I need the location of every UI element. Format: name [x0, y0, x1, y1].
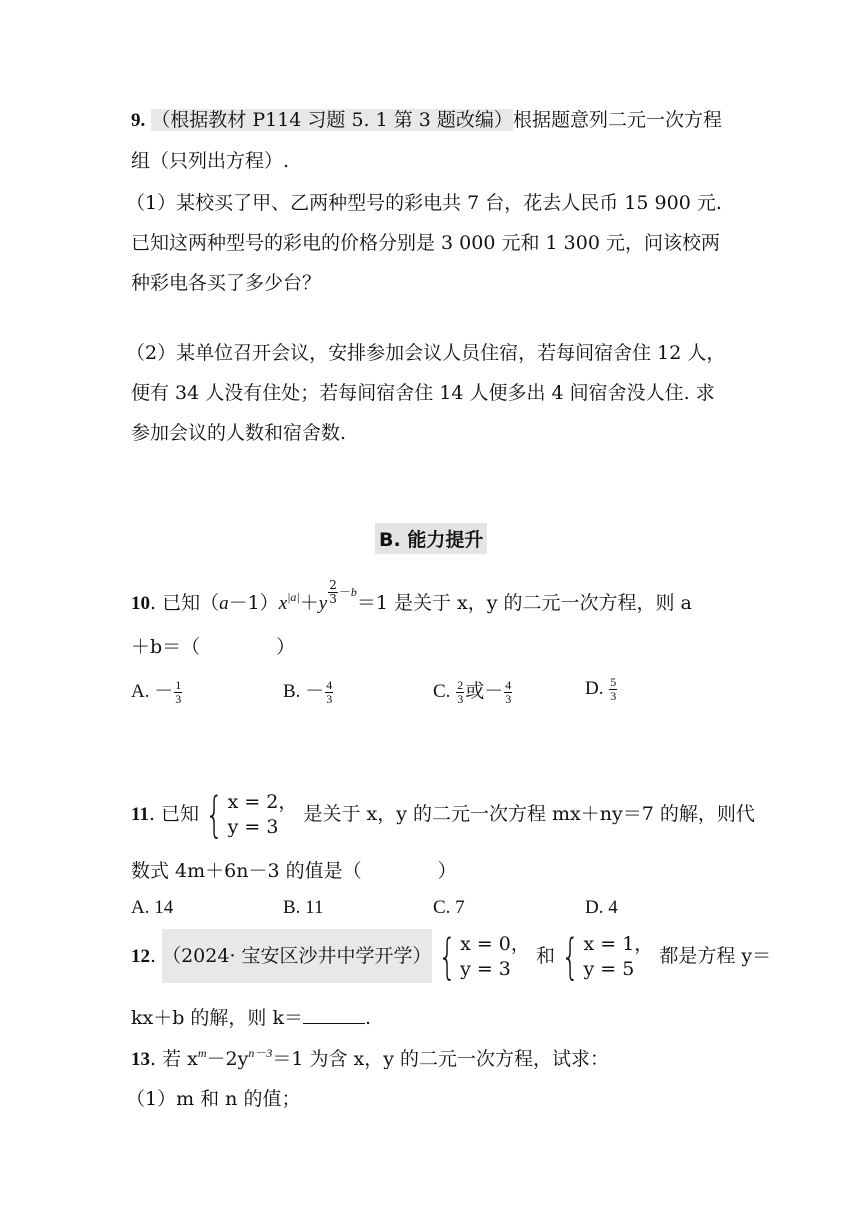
q11-option-c: C. 7 — [433, 897, 465, 918]
q11-line2: 数式 4m＋6n－3 的值是（ ） — [131, 860, 457, 882]
section-heading: B. 能力提升 — [375, 523, 487, 554]
q11-option-d: D. 4 — [585, 897, 618, 918]
q10-number: 10 — [131, 593, 150, 614]
q9-part1-line3: 种彩电各买了多少台？ — [131, 272, 322, 294]
q11-number: 11 — [131, 804, 149, 825]
q13-line1: 13. 若 $x^m-2y^{n-3}=1$ 为含 x，y 的二元一次方程，试求： — [131, 1045, 610, 1070]
q13-number: 13 — [131, 1049, 150, 1070]
q9-number: 9 — [131, 110, 141, 131]
q9-part1-line1: （1）某校买了甲、乙两种型号的彩电共 7 台，花去人民币 15 900 元. — [126, 192, 722, 214]
q10-exponent: 2 3 －b — [329, 577, 357, 606]
q9-part1-line2: 已知这两种型号的彩电的价格分别是 3 000 元和 1 300 元，问该校两 — [131, 232, 720, 254]
q10-line2: ＋b＝（ ） — [131, 636, 296, 658]
q9-line1: 9. （根据教材 P114 习题 5. 1 第 3 题改编）根据题意列二元一次方程 — [131, 109, 722, 131]
q10-line1: 10. 已知$(a-1)x^{|a|}+y$ $^{\frac{2}{3} -b}$＝1 是关于 x，y 的二元一次方程，则 a — [131, 577, 692, 614]
q12-line2: kx＋b 的解，则 k＝ . — [131, 1007, 372, 1029]
q12-equation-system-2: { x = 1， y = 5 — [561, 929, 654, 985]
q10-option-c: C. $\frac{2}{3}$ 或－ $\frac{4}{3}$ — [433, 678, 512, 707]
q9-instruction: 根据题意列二元一次方程 — [512, 109, 722, 131]
q11-equation-system: { x = 2， y = 3 — [205, 787, 298, 843]
q12-source: （2024· 宝安区沙井中学开学） — [162, 929, 431, 983]
q9-part2-line1: （2）某单位召开会议，安排参加会议人员住宿，若每间宿舍住 12 人， — [126, 342, 726, 364]
q9-part2-line2: 便有 34 人没有住处；若每间宿舍住 14 人便多出 4 间宿舍没人住. 求 — [131, 382, 715, 404]
q9-line2: 组（只列出方程）. — [131, 150, 290, 172]
q11-line1: 11. 已知 { x = 2， y = 3 是关于 x，y 的二元一次方程 mx＋ny＝7 的解，则代 — [131, 787, 755, 843]
q12-line1: 12. （2024· 宝安区沙井中学开学） { x = 0， y = 3 和 { x = 1， y = 5 都是方程 y＝ — [131, 929, 772, 985]
q11-option-a: A. 14 — [131, 897, 174, 918]
q13-part1: （1）m 和 n 的值； — [126, 1088, 301, 1110]
q10-tail: ＝1 是关于 x，y 的二元一次方程，则 a — [356, 592, 692, 614]
q11-option-b: B. 11 — [283, 897, 324, 918]
q12-number: 12 — [131, 946, 150, 967]
q9-part2-line3: 参加会议的人数和宿舍数. — [131, 422, 347, 444]
q11-tail: 是关于 x，y 的二元一次方程 mx＋ny＝7 的解，则代 — [303, 803, 755, 825]
q9-source: （根据教材 P114 习题 5. 1 第 3 题改编） — [151, 109, 513, 131]
q10-option-d: D. $\frac{5}{3}$ — [585, 675, 617, 703]
q12-equation-system-1: { x = 0， y = 3 — [437, 929, 530, 985]
q10-option-a: A. － $\frac{1}{3}$ — [131, 678, 182, 707]
q12-tail: 都是方程 y＝ — [659, 945, 772, 967]
q12-answer-blank — [303, 1007, 365, 1024]
q10-option-b: B. － $\frac{4}{3}$ — [283, 678, 333, 707]
